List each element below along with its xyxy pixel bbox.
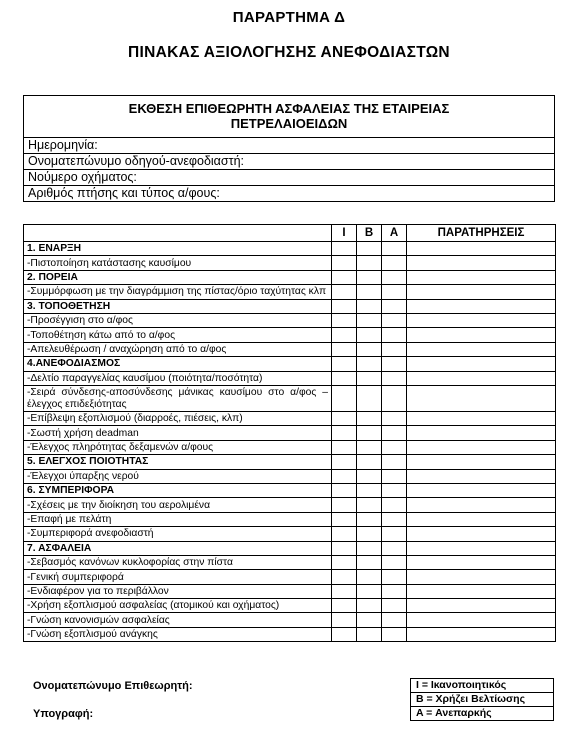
rating-a-cell[interactable]	[382, 584, 407, 598]
criterion-row	[24, 412, 556, 426]
rating-a-cell[interactable]	[382, 412, 407, 426]
rating-b-cell[interactable]	[357, 527, 382, 541]
criterion-row	[24, 599, 556, 613]
rating-a-cell[interactable]	[382, 314, 407, 328]
remarks-cell[interactable]	[407, 627, 556, 641]
rating-a-cell[interactable]	[382, 541, 407, 555]
remarks-cell[interactable]	[407, 285, 556, 300]
section-title: 2. ΠΟΡΕΙΑ	[24, 270, 332, 284]
report-title-line1: ΕΚΘΕΣΗ ΕΠΙΘΕΩΡΗΤΗ ΑΣΦΑΛΕΙΑΣ ΤΗΣ ΕΤΑΙΡΕΙΑΣ	[128, 101, 450, 116]
rating-a-cell[interactable]	[382, 426, 407, 440]
remarks-cell[interactable]	[407, 512, 556, 526]
section-row	[24, 483, 556, 497]
criterion-label: -Απελευθέρωση / αναχώρηση από το α/φος	[24, 342, 332, 356]
criterion-label: -Πιστοποίηση κατάστασης καυσίμου	[24, 256, 332, 270]
rating-b-cell[interactable]	[357, 357, 382, 371]
rating-i-cell[interactable]	[332, 412, 357, 426]
evaluation-table	[23, 224, 556, 642]
criterion-row	[24, 314, 556, 328]
rating-i-cell[interactable]	[332, 426, 357, 440]
signature-label: Υπογραφή:	[33, 708, 94, 720]
remarks-cell[interactable]	[407, 570, 556, 584]
rating-a-cell[interactable]	[382, 328, 407, 342]
criterion-label: -Δελτίο παραγγελίας καυσίμου (ποιότητα/ποσότητα)	[24, 371, 332, 385]
rating-i-cell[interactable]	[332, 570, 357, 584]
col-header-a: A	[382, 225, 407, 242]
rating-b-cell[interactable]	[357, 386, 382, 412]
criterion-row	[24, 613, 556, 627]
legend-item: A = Ανεπαρκής	[411, 707, 554, 721]
rating-i-cell[interactable]	[332, 627, 357, 641]
rating-i-cell[interactable]	[332, 584, 357, 598]
annex-title: ΠΑΡΑΡΤΗΜΑ Δ	[232, 9, 346, 26]
remarks-cell[interactable]	[407, 256, 556, 270]
remarks-cell[interactable]	[407, 299, 556, 313]
criterion-row	[24, 440, 556, 454]
criterion-label: -Σειρά σύνδεσης-αποσύνδεσης μάνικας καυσίμου στο α/φος – έλεγχος επιδεξιότητας	[24, 386, 332, 412]
remarks-cell[interactable]	[407, 584, 556, 598]
section-row	[24, 357, 556, 371]
report-title	[24, 96, 555, 138]
remarks-cell[interactable]	[407, 455, 556, 469]
criterion-label: -Ενδιαφέρον για το περιβάλλον	[24, 584, 332, 598]
rating-b-cell[interactable]	[357, 314, 382, 328]
criterion-row	[24, 555, 556, 569]
remarks-cell[interactable]	[407, 483, 556, 497]
rating-b-cell[interactable]	[357, 627, 382, 641]
rating-a-cell[interactable]	[382, 455, 407, 469]
rating-b-cell[interactable]	[357, 570, 382, 584]
section-title: 7. ΑΣΦΑΛΕΙΑ	[24, 541, 332, 555]
rating-i-cell[interactable]	[332, 469, 357, 483]
flight-aircraft-field: Αριθμός πτήσης και τύπος α/φους:	[24, 186, 555, 202]
col-header-remarks: ΠΑΡΑΤΗΡΗΣΕΙΣ	[407, 225, 556, 242]
remarks-cell[interactable]	[407, 357, 556, 371]
remarks-cell[interactable]	[407, 599, 556, 613]
rating-i-cell[interactable]	[332, 498, 357, 512]
rating-a-cell[interactable]	[382, 555, 407, 569]
driver-name-field: Ονοματεπώνυμο οδηγού-ανεφοδιαστή:	[24, 154, 555, 170]
remarks-cell[interactable]	[407, 541, 556, 555]
criterion-label: -Χρήση εξοπλισμού ασφαλείας (ατομικού και οχήματος)	[24, 599, 332, 613]
remarks-cell[interactable]	[407, 613, 556, 627]
inspector-name-label: Ονοματεπώνυμο Επιθεωρητή:	[33, 680, 193, 692]
criterion-row	[24, 342, 556, 356]
rating-i-cell[interactable]	[332, 242, 357, 256]
criterion-row	[24, 584, 556, 598]
criterion-row	[24, 627, 556, 641]
section-title: 3. ΤΟΠΟΘΕΤΗΣΗ	[24, 299, 332, 313]
rating-a-cell[interactable]	[382, 386, 407, 412]
rating-b-cell[interactable]	[357, 256, 382, 270]
rating-b-cell[interactable]	[357, 328, 382, 342]
rating-b-cell[interactable]	[357, 412, 382, 426]
rating-a-cell[interactable]	[382, 627, 407, 641]
remarks-cell[interactable]	[407, 270, 556, 284]
legend-item: I = Ικανοποιητικός	[411, 679, 554, 693]
rating-b-cell[interactable]	[357, 555, 382, 569]
inspection-info-box	[23, 95, 555, 202]
rating-b-cell[interactable]	[357, 285, 382, 300]
criterion-label: -Προσέγγιση στο α/φος	[24, 314, 332, 328]
remarks-cell[interactable]	[407, 386, 556, 412]
rating-i-cell[interactable]	[332, 483, 357, 497]
section-title: 6. ΣΥΜΠΕΡΙΦΟΡΑ	[24, 483, 332, 497]
section-row	[24, 299, 556, 313]
rating-a-cell[interactable]	[382, 440, 407, 454]
criterion-label: -Γενική συμπεριφορά	[24, 570, 332, 584]
criterion-label: -Επίβλεψη εξοπλισμού (διαρροές, πιέσεις, κλπ)	[24, 412, 332, 426]
rating-a-cell[interactable]	[382, 570, 407, 584]
rating-b-cell[interactable]	[357, 426, 382, 440]
rating-i-cell[interactable]	[332, 386, 357, 412]
criterion-row	[24, 426, 556, 440]
rating-a-cell[interactable]	[382, 285, 407, 300]
criterion-row	[24, 285, 556, 300]
rating-b-cell[interactable]	[357, 455, 382, 469]
remarks-cell[interactable]	[407, 412, 556, 426]
rating-a-cell[interactable]	[382, 527, 407, 541]
criterion-row	[24, 512, 556, 526]
criterion-row	[24, 498, 556, 512]
criterion-label: -Έλεγχος πληρότητας δεξαμενών α/φους	[24, 440, 332, 454]
section-title: 4.ΑΝΕΦΟΔΙΑΣΜΟΣ	[24, 357, 332, 371]
criterion-label: -Συμπεριφορά ανεφοδιαστή	[24, 527, 332, 541]
criterion-label: -Τοποθέτηση κάτω από το α/φος	[24, 328, 332, 342]
rating-i-cell[interactable]	[332, 328, 357, 342]
rating-a-cell[interactable]	[382, 256, 407, 270]
rating-a-cell[interactable]	[382, 357, 407, 371]
rating-b-cell[interactable]	[357, 270, 382, 284]
rating-i-cell[interactable]	[332, 613, 357, 627]
rating-b-cell[interactable]	[357, 512, 382, 526]
rating-i-cell[interactable]	[332, 314, 357, 328]
rating-b-cell[interactable]	[357, 541, 382, 555]
remarks-cell[interactable]	[407, 469, 556, 483]
rating-i-cell[interactable]	[332, 512, 357, 526]
remarks-cell[interactable]	[407, 426, 556, 440]
section-title: 1. ΕΝΑΡΞΗ	[24, 242, 332, 256]
rating-a-cell[interactable]	[382, 270, 407, 284]
remarks-cell[interactable]	[407, 555, 556, 569]
rating-i-cell[interactable]	[332, 555, 357, 569]
rating-b-cell[interactable]	[357, 242, 382, 256]
criterion-label: -Έλεγχοι ύπαρξης νερού	[24, 469, 332, 483]
rating-a-cell[interactable]	[382, 342, 407, 356]
rating-b-cell[interactable]	[357, 371, 382, 385]
rating-i-cell[interactable]	[332, 270, 357, 284]
rating-b-cell[interactable]	[357, 599, 382, 613]
criterion-label: -Γνώση κανονισμών ασφαλείας	[24, 613, 332, 627]
rating-b-cell[interactable]	[357, 440, 382, 454]
criterion-row	[24, 570, 556, 584]
criterion-row	[24, 328, 556, 342]
rating-b-cell[interactable]	[357, 498, 382, 512]
criterion-label: -Συμμόρφωση με την διαγράμμιση της πίστας/όριο ταχύτητας κλπ	[24, 285, 332, 300]
rating-i-cell[interactable]	[332, 299, 357, 313]
rating-i-cell[interactable]	[332, 599, 357, 613]
rating-a-cell[interactable]	[382, 599, 407, 613]
rating-a-cell[interactable]	[382, 371, 407, 385]
criterion-label: -Σχέσεις με την διοίκηση του αερολιμένα	[24, 498, 332, 512]
col-header-b: B	[357, 225, 382, 242]
rating-b-cell[interactable]	[357, 342, 382, 356]
section-row	[24, 455, 556, 469]
section-row	[24, 270, 556, 284]
rating-i-cell[interactable]	[332, 371, 357, 385]
rating-a-cell[interactable]	[382, 498, 407, 512]
remarks-cell[interactable]	[407, 342, 556, 356]
criterion-row	[24, 371, 556, 385]
rating-a-cell[interactable]	[382, 613, 407, 627]
rating-b-cell[interactable]	[357, 299, 382, 313]
rating-i-cell[interactable]	[332, 357, 357, 371]
table-title: ΠΙΝΑΚΑΣ ΑΞΙΟΛΟΓΗΣΗΣ ΑΝΕΦΟΔΙΑΣΤΩΝ	[128, 44, 450, 61]
rating-a-cell[interactable]	[382, 299, 407, 313]
criterion-row	[24, 469, 556, 483]
criterion-row	[24, 527, 556, 541]
vehicle-number-field: Νούμερο οχήματος:	[24, 170, 555, 186]
section-row	[24, 242, 556, 256]
criterion-label: -Επαφή με πελάτη	[24, 512, 332, 526]
remarks-cell[interactable]	[407, 242, 556, 256]
rating-i-cell[interactable]	[332, 256, 357, 270]
rating-i-cell[interactable]	[332, 527, 357, 541]
rating-b-cell[interactable]	[357, 483, 382, 497]
report-title-line2: ΠΕΤΡΕΛΑΙΟΕΙΔΩΝ	[230, 116, 348, 131]
criterion-label: -Σεβασμός κανόνων κυκλοφορίας στην πίστα	[24, 555, 332, 569]
criterion-label: -Σωστή χρήση deadman	[24, 426, 332, 440]
remarks-cell[interactable]	[407, 328, 556, 342]
rating-i-cell[interactable]	[332, 440, 357, 454]
section-title: 5. ΕΛΕΓΧΟΣ ΠΟΙΟΤΗΤΑΣ	[24, 455, 332, 469]
criterion-row	[24, 256, 556, 270]
remarks-cell[interactable]	[407, 440, 556, 454]
rating-i-cell[interactable]	[332, 285, 357, 300]
rating-legend	[410, 678, 554, 721]
rating-b-cell[interactable]	[357, 613, 382, 627]
rating-a-cell[interactable]	[382, 512, 407, 526]
legend-item: B = Χρήζει Βελτίωσης	[411, 693, 554, 707]
rating-a-cell[interactable]	[382, 242, 407, 256]
rating-a-cell[interactable]	[382, 469, 407, 483]
criterion-row	[24, 386, 556, 412]
rating-i-cell[interactable]	[332, 342, 357, 356]
criterion-label: -Γνώση εξοπλισμού ανάγκης	[24, 627, 332, 641]
remarks-cell[interactable]	[407, 527, 556, 541]
date-field: Ημερομηνία:	[24, 138, 555, 154]
remarks-cell[interactable]	[407, 498, 556, 512]
remarks-cell[interactable]	[407, 314, 556, 328]
rating-b-cell[interactable]	[357, 584, 382, 598]
table-header-row	[24, 225, 556, 242]
col-header-i: I	[332, 225, 357, 242]
rating-i-cell[interactable]	[332, 455, 357, 469]
section-row	[24, 541, 556, 555]
rating-a-cell[interactable]	[382, 483, 407, 497]
remarks-cell[interactable]	[407, 371, 556, 385]
rating-b-cell[interactable]	[357, 469, 382, 483]
rating-i-cell[interactable]	[332, 541, 357, 555]
